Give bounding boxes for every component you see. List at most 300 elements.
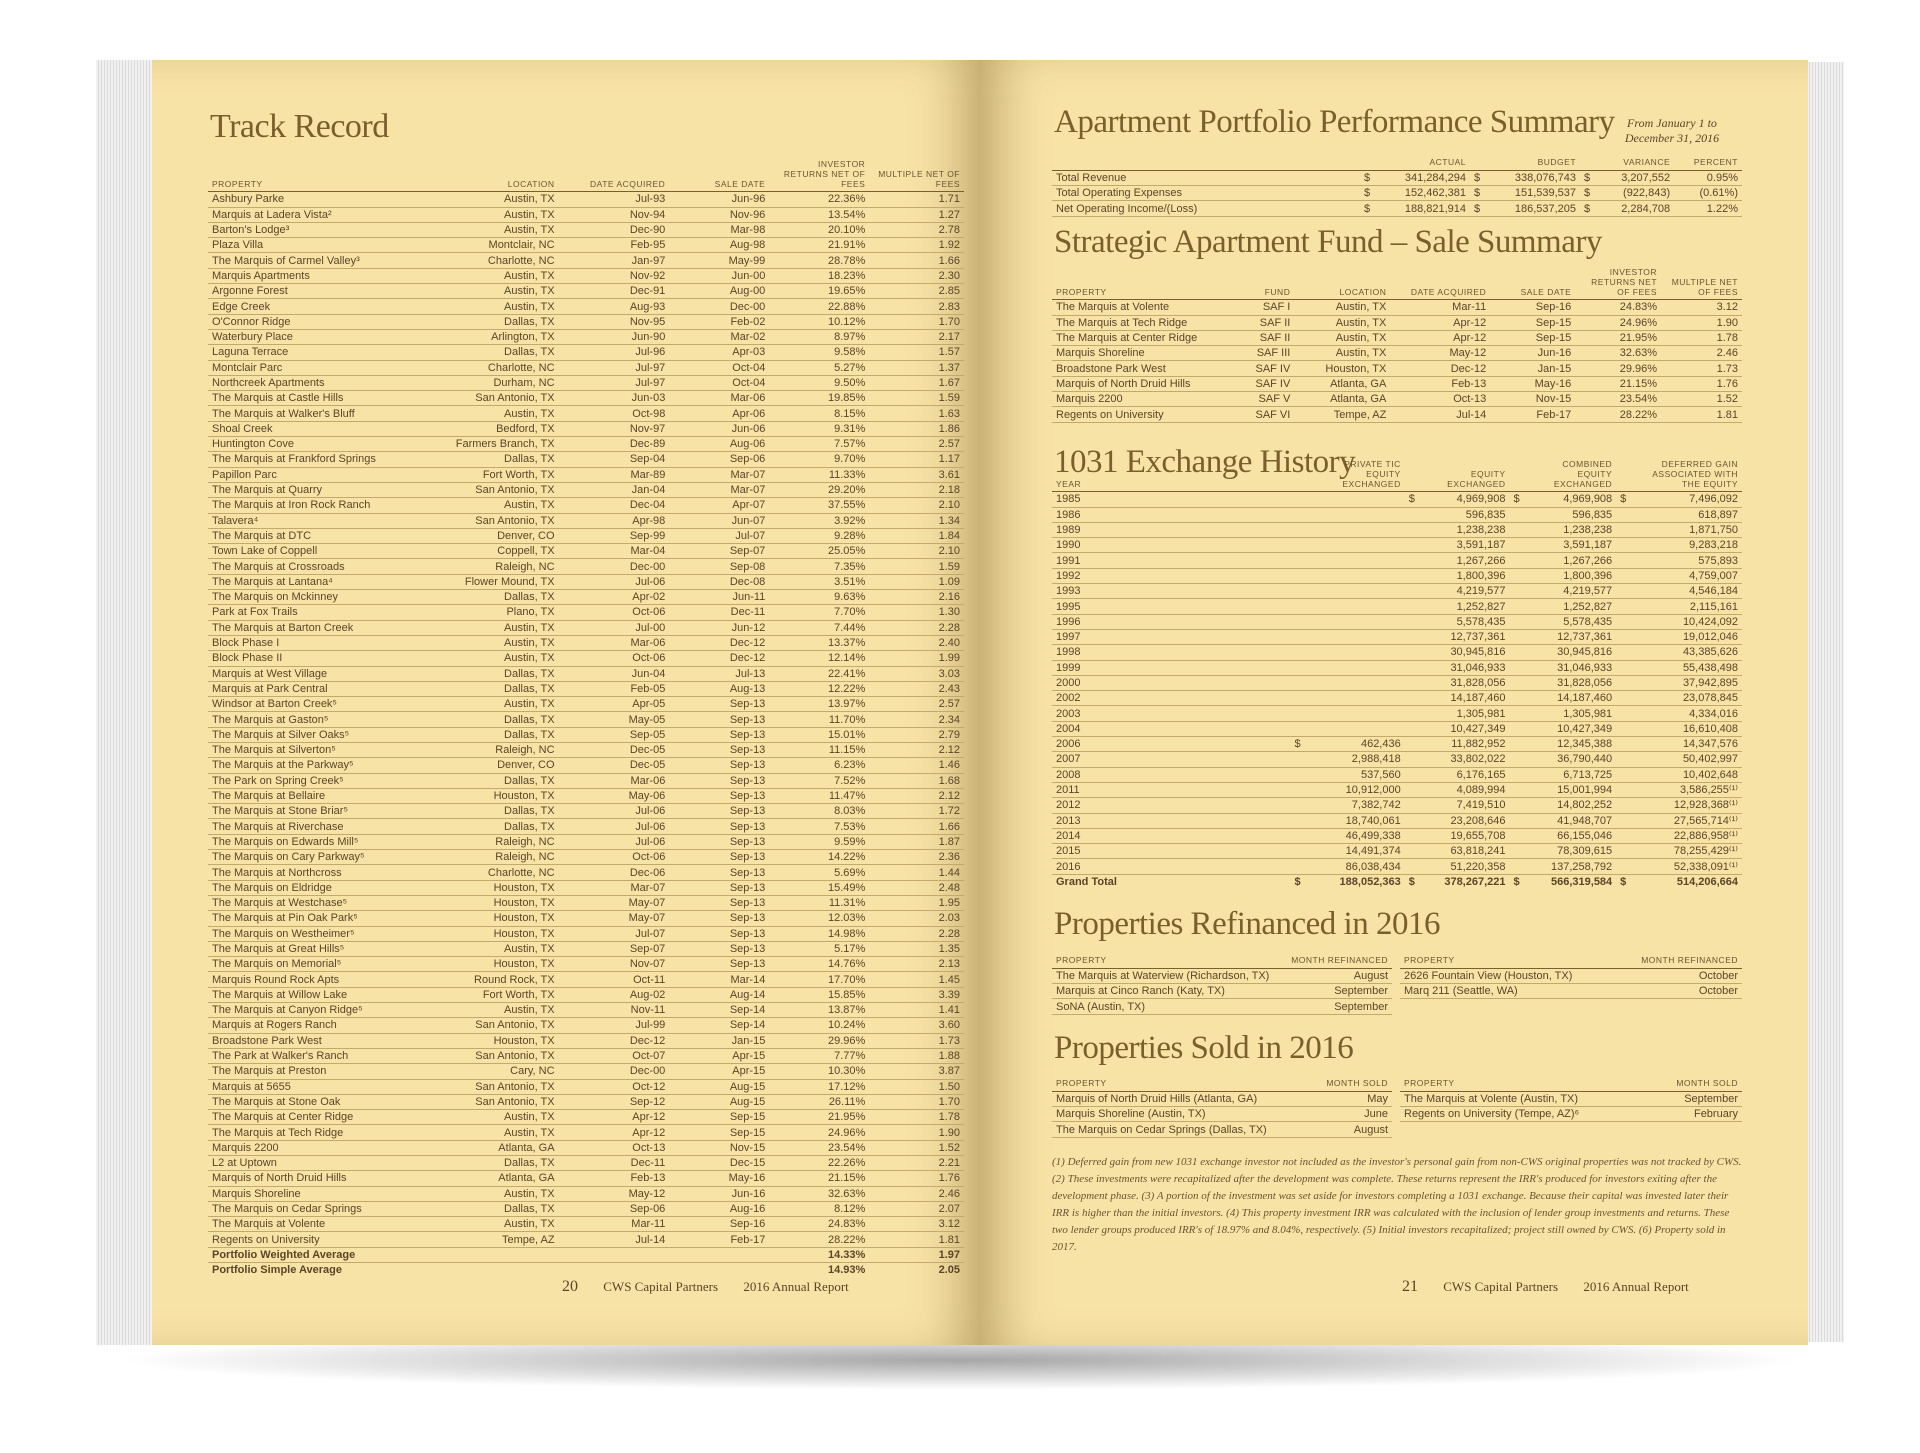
refinanced-row: [1400, 984, 1742, 999]
acquired-cell: May-07: [559, 911, 670, 926]
track-record-row: [208, 788, 964, 803]
equity-cell: 33,802,022: [1424, 752, 1509, 767]
month-cell: September: [1283, 999, 1392, 1014]
multiple-cell: 1.90: [1661, 315, 1742, 330]
currency-cell: [1290, 553, 1310, 568]
deferred-cell: 4,334,016: [1636, 706, 1742, 721]
tic-cell: [1310, 584, 1405, 599]
ex-col-combined: COMBINED EQUITY EXCHANGED: [1529, 460, 1616, 492]
fund-cell: SAF IV: [1237, 361, 1294, 376]
multiple-cell: 1.35: [869, 941, 964, 956]
ref2-col-property: PROPERTY: [1400, 956, 1615, 968]
track-record-row: [208, 911, 964, 926]
currency-cell: [1510, 645, 1530, 660]
acquired-cell: Mar-07: [559, 880, 670, 895]
sale-cell: Mar-07: [669, 467, 769, 482]
year-cell: 1996: [1052, 614, 1290, 629]
saf-col-returns: INVESTOR RETURNS NET OF FEES: [1575, 268, 1661, 300]
property-cell: The Marquis at Castle Hills: [208, 391, 421, 406]
sale-cell: Sep-13: [669, 804, 769, 819]
track-record-row: [208, 926, 964, 941]
combined-cell: 41,948,707: [1529, 813, 1616, 828]
exchange-row: [1052, 813, 1742, 828]
currency-cell: [1405, 767, 1425, 782]
combined-cell: 1,305,981: [1529, 706, 1616, 721]
track-record-row: [208, 284, 964, 299]
multiple-cell: 1.52: [869, 1140, 964, 1155]
tic-cell: [1310, 553, 1405, 568]
sale-cell: Dec-00: [669, 299, 769, 314]
location-cell: Fort Worth, TX: [421, 467, 559, 482]
track-record-row: [208, 605, 964, 620]
property-cell: Marquis at Cinco Ranch (Katy, TX): [1052, 984, 1283, 999]
location-cell: Austin, TX: [421, 620, 559, 635]
acquired-cell: Apr-02: [559, 590, 670, 605]
acquired-cell: May-12: [1390, 346, 1490, 361]
month-cell: February: [1648, 1107, 1742, 1122]
sale-cell: Jun-16: [669, 1186, 769, 1201]
currency-cell: [1405, 782, 1425, 797]
multiple-cell: 1.84: [869, 528, 964, 543]
multiple-cell: 1.44: [869, 865, 964, 880]
sale-cell: Jun-11: [669, 590, 769, 605]
currency-cell: [1510, 660, 1530, 675]
sale-cell: Dec-12: [669, 651, 769, 666]
acquired-cell: Feb-13: [559, 1171, 670, 1186]
property-cell: The Marquis at Great Hills⁵: [208, 941, 421, 956]
tic-cell: [1310, 706, 1405, 721]
track-record-row: [208, 819, 964, 834]
currency-cell: [1510, 691, 1530, 706]
multiple-cell: 3.61: [869, 467, 964, 482]
returns-cell: 9.28%: [769, 528, 869, 543]
tic-cell: [1310, 599, 1405, 614]
currency-cell: [1290, 859, 1310, 874]
sale-cell: Dec-15: [669, 1156, 769, 1171]
sold-row: [1052, 1122, 1392, 1137]
currency-cell: [1616, 522, 1636, 537]
returns-cell: 9.63%: [769, 590, 869, 605]
equity-cell: 11,882,952: [1424, 737, 1509, 752]
property-cell: Block Phase I: [208, 635, 421, 650]
multiple-cell: 1.27: [869, 207, 964, 222]
location-cell: Charlotte, NC: [421, 253, 559, 268]
refinanced-row: [1052, 984, 1392, 999]
fund-cell: SAF III: [1237, 346, 1294, 361]
exchange-row: [1052, 538, 1742, 553]
acquired-cell: Apr-12: [559, 1125, 670, 1140]
currency-cell: [1405, 553, 1425, 568]
location-cell: Austin, TX: [421, 651, 559, 666]
multiple-cell: 1.90: [869, 1125, 964, 1140]
currency-cell: [1616, 614, 1636, 629]
property-cell: The Marquis of Carmel Valley³: [208, 253, 421, 268]
returns-cell: 21.95%: [769, 1110, 869, 1125]
location-cell: Austin, TX: [421, 299, 559, 314]
returns-cell: 13.97%: [769, 697, 869, 712]
deferred-cell: 23,078,845: [1636, 691, 1742, 706]
acquired-cell: Oct-06: [559, 850, 670, 865]
left-page: [152, 60, 982, 1345]
location-cell: Atlanta, GA: [1294, 392, 1390, 407]
currency-cell: [1616, 813, 1636, 828]
acquired-cell: Nov-95: [559, 314, 670, 329]
sale-cell: May-99: [669, 253, 769, 268]
track-record-row: [208, 895, 964, 910]
location-cell: Dallas, TX: [421, 1201, 559, 1216]
property-cell: The Marquis at Tech Ridge: [208, 1125, 421, 1140]
returns-cell: 24.96%: [1575, 315, 1661, 330]
year-cell: 1990: [1052, 538, 1290, 553]
sale-cell: Sep-15: [669, 1125, 769, 1140]
sale-cell: Apr-03: [669, 345, 769, 360]
acquired-cell: Nov-11: [559, 1003, 670, 1018]
combined-cell: 6,713,725: [1529, 767, 1616, 782]
track-record-row: [208, 391, 964, 406]
variance-cell: 3,207,552: [1600, 170, 1674, 185]
property-cell: Marquis Round Rock Apts: [208, 972, 421, 987]
sale-cell: Sep-06: [669, 452, 769, 467]
saf-row: [1052, 361, 1742, 376]
multiple-cell: 2.40: [869, 635, 964, 650]
multiple-cell: 2.03: [869, 911, 964, 926]
currency-cell: [1616, 828, 1636, 843]
multiple-cell: 1.17: [869, 452, 964, 467]
col-percent: PERCENT: [1674, 158, 1742, 170]
sale-cell: Aug-14: [669, 987, 769, 1002]
property-cell: Park at Fox Trails: [208, 605, 421, 620]
location-cell: Atlanta, GA: [1294, 376, 1390, 391]
returns-cell: 12.03%: [769, 911, 869, 926]
track-record-row: [208, 559, 964, 574]
property-cell: Block Phase II: [208, 651, 421, 666]
combined-cell: 1,238,238: [1529, 522, 1616, 537]
location-cell: Dallas, TX: [421, 819, 559, 834]
equity-cell: 1,267,266: [1424, 553, 1509, 568]
track-record-row: [208, 299, 964, 314]
tic-cell: [1310, 645, 1405, 660]
sale-cell: Aug-15: [669, 1094, 769, 1109]
grand-total-combined: 566,319,584: [1529, 874, 1616, 889]
currency-cell: [1405, 828, 1425, 843]
property-cell: Edge Creek: [208, 299, 421, 314]
tic-cell: 7,382,742: [1310, 798, 1405, 813]
returns-cell: 9.31%: [769, 421, 869, 436]
year-cell: 2003: [1052, 706, 1290, 721]
returns-cell: 11.31%: [769, 895, 869, 910]
saf-row: [1052, 346, 1742, 361]
col-variance: VARIANCE: [1600, 158, 1674, 170]
sale-cell: Sep-13: [669, 758, 769, 773]
page-number: 20: [562, 1278, 578, 1295]
location-cell: Dallas, TX: [421, 666, 559, 681]
returns-cell: 17.12%: [769, 1079, 869, 1094]
location-cell: Dallas, TX: [421, 804, 559, 819]
location-cell: Round Rock, TX: [421, 972, 559, 987]
saf-table: [1052, 268, 1742, 423]
equity-cell: 19,655,708: [1424, 828, 1509, 843]
multiple-cell: 1.76: [869, 1171, 964, 1186]
location-cell: Austin, TX: [421, 222, 559, 237]
acquired-cell: Jul-97: [559, 375, 670, 390]
sale-cell: Jan-15: [1490, 361, 1575, 376]
returns-cell: 6.23%: [769, 758, 869, 773]
multiple-cell: 2.28: [869, 620, 964, 635]
saf-col-fund: FUND: [1237, 268, 1294, 300]
currency-cell: [1290, 782, 1310, 797]
location-cell: Charlotte, NC: [421, 865, 559, 880]
sale-cell: Sep-13: [669, 926, 769, 941]
exchange-row: [1052, 706, 1742, 721]
track-record-row: [208, 360, 964, 375]
year-cell: 1999: [1052, 660, 1290, 675]
currency-cell: [1510, 629, 1530, 644]
ex-col-equity: EQUITY EXCHANGED: [1424, 460, 1509, 492]
grand-total-cur: $: [1290, 874, 1310, 889]
sale-cell: Sep-15: [1490, 315, 1575, 330]
folio-company: CWS Capital Partners: [1443, 1279, 1559, 1294]
track-record-row: [208, 467, 964, 482]
combined-cell: 36,790,440: [1529, 752, 1616, 767]
sale-cell: Aug-15: [669, 1079, 769, 1094]
acquired-cell: Oct-13: [1390, 392, 1490, 407]
property-cell: The Marquis at Frankford Springs: [208, 452, 421, 467]
year-cell: 2015: [1052, 844, 1290, 859]
returns-cell: 29.96%: [1575, 361, 1661, 376]
acquired-cell: Dec-90: [559, 222, 670, 237]
actual-cell: 188,821,914: [1380, 201, 1470, 216]
location-cell: Austin, TX: [421, 941, 559, 956]
acquired-cell: Mar-11: [1390, 300, 1490, 315]
equity-cell: 10,427,349: [1424, 721, 1509, 736]
sale-cell: Sep-13: [669, 727, 769, 742]
track-record-row: [208, 253, 964, 268]
sale-cell: Jun-07: [669, 513, 769, 528]
returns-cell: 14.22%: [769, 850, 869, 865]
sale-cell: Sep-13: [669, 773, 769, 788]
property-cell: Montclair Parc: [208, 360, 421, 375]
deferred-cell: 10,424,092: [1636, 614, 1742, 629]
acquired-cell: Mar-11: [559, 1217, 670, 1232]
period-line-2: December 31, 2016: [1624, 131, 1720, 145]
multiple-cell: 3.87: [869, 1064, 964, 1079]
property-cell: Talavera⁴: [208, 513, 421, 528]
saf-col-location: LOCATION: [1294, 268, 1390, 300]
deferred-cell: 618,897: [1636, 507, 1742, 522]
sold-row: [1400, 1107, 1742, 1122]
currency-cell: [1616, 737, 1636, 752]
equity-cell: 596,835: [1424, 507, 1509, 522]
weighted-label: Portfolio Weighted Average: [208, 1247, 421, 1262]
acquired-cell: Dec-11: [559, 1156, 670, 1171]
fund-cell: SAF II: [1237, 330, 1294, 345]
property-cell: Barton's Lodge³: [208, 222, 421, 237]
acquired-cell: Sep-05: [559, 727, 670, 742]
currency-cell: [1290, 813, 1310, 828]
returns-cell: 14.98%: [769, 926, 869, 941]
property-cell: L2 at Uptown: [208, 1156, 421, 1171]
currency-cell: [1290, 721, 1310, 736]
location-cell: Atlanta, GA: [421, 1140, 559, 1155]
location-cell: Flower Mound, TX: [421, 574, 559, 589]
sold-row: [1052, 1091, 1392, 1106]
multiple-cell: 1.09: [869, 574, 964, 589]
metric-cell: Net Operating Income/(Loss): [1052, 201, 1360, 216]
currency-cell: [1405, 660, 1425, 675]
tic-cell: [1310, 629, 1405, 644]
currency-cell: [1510, 522, 1530, 537]
currency-cell: [1405, 538, 1425, 553]
property-cell: The Marquis at Silver Oaks⁵: [208, 727, 421, 742]
acquired-cell: Sep-12: [559, 1094, 670, 1109]
tic-cell: [1310, 721, 1405, 736]
multiple-cell: 2.28: [869, 926, 964, 941]
acquired-cell: Apr-12: [559, 1110, 670, 1125]
location-cell: San Antonio, TX: [421, 1048, 559, 1063]
track-record-row: [208, 345, 964, 360]
exchange-row: [1052, 522, 1742, 537]
year-cell: 2013: [1052, 813, 1290, 828]
currency-cell: [1290, 691, 1310, 706]
multiple-cell: 1.66: [869, 819, 964, 834]
sale-cell: Jun-06: [669, 421, 769, 436]
simple-average-row: [208, 1263, 964, 1278]
sale-cell: Apr-15: [669, 1048, 769, 1063]
exchange-row: [1052, 568, 1742, 583]
sale-cell: Aug-98: [669, 238, 769, 253]
sale-cell: Sep-13: [669, 895, 769, 910]
property-cell: The Marquis at Volente: [1052, 300, 1237, 315]
property-cell: Marquis Apartments: [208, 268, 421, 283]
returns-cell: 37.55%: [769, 498, 869, 513]
saf-col-acquired: DATE ACQUIRED: [1390, 268, 1490, 300]
property-cell: The Park at Walker's Ranch: [208, 1048, 421, 1063]
currency-cell: [1510, 538, 1530, 553]
track-record-row: [208, 268, 964, 283]
folio-company: CWS Capital Partners: [603, 1279, 719, 1294]
deferred-cell: 43,385,626: [1636, 645, 1742, 660]
tic-cell: 46,499,338: [1310, 828, 1405, 843]
sale-cell: Sep-13: [669, 819, 769, 834]
returns-cell: 11.15%: [769, 742, 869, 757]
multiple-cell: 2.46: [1661, 346, 1742, 361]
deferred-cell: 7,496,092: [1636, 492, 1742, 507]
summary-row: [1052, 170, 1742, 185]
property-cell: The Marquis on Memorial⁵: [208, 957, 421, 972]
property-cell: The Marquis at Bellaire: [208, 788, 421, 803]
sale-cell: Dec-08: [669, 574, 769, 589]
sale-cell: Jun-12: [669, 620, 769, 635]
equity-cell: 14,187,460: [1424, 691, 1509, 706]
sale-cell: Sep-13: [669, 697, 769, 712]
equity-cell: 30,945,816: [1424, 645, 1509, 660]
property-cell: The Marquis at Crossroads: [208, 559, 421, 574]
location-cell: Austin, TX: [421, 406, 559, 421]
multiple-cell: 2.79: [869, 727, 964, 742]
property-cell: O'Connor Ridge: [208, 314, 421, 329]
exchange-title: 1031 Exchange History: [1054, 444, 1356, 480]
acquired-cell: Mar-89: [559, 467, 670, 482]
track-record-row: [208, 941, 964, 956]
location-cell: Houston, TX: [421, 1033, 559, 1048]
multiple-cell: 1.57: [869, 345, 964, 360]
track-record-row: [208, 1110, 964, 1125]
currency-cell: [1510, 782, 1530, 797]
location-cell: San Antonio, TX: [421, 1079, 559, 1094]
returns-cell: 28.78%: [769, 253, 869, 268]
year-cell: 1995: [1052, 599, 1290, 614]
deferred-cell: 4,759,007: [1636, 568, 1742, 583]
multiple-cell: 1.52: [1661, 392, 1742, 407]
track-record-row: [208, 314, 964, 329]
location-cell: Houston, TX: [1294, 361, 1390, 376]
deferred-cell: 16,610,408: [1636, 721, 1742, 736]
returns-cell: 8.97%: [769, 329, 869, 344]
equity-cell: 4,089,994: [1424, 782, 1509, 797]
folio-report: 2016 Annual Report: [743, 1279, 849, 1294]
location-cell: Austin, TX: [421, 207, 559, 222]
combined-cell: 12,737,361: [1529, 629, 1616, 644]
sale-cell: Nov-96: [669, 207, 769, 222]
currency-cell: [1616, 645, 1636, 660]
multiple-cell: 1.95: [869, 895, 964, 910]
sale-cell: Apr-07: [669, 498, 769, 513]
deferred-cell: 78,255,429⁽¹⁾: [1636, 844, 1742, 859]
month-cell: May: [1310, 1091, 1392, 1106]
track-record-row: [208, 574, 964, 589]
location-cell: Austin, TX: [421, 1186, 559, 1201]
sold2-col-property: PROPERTY: [1400, 1079, 1648, 1091]
tic-cell: [1310, 614, 1405, 629]
multiple-cell: 3.03: [869, 666, 964, 681]
currency-cell: [1510, 584, 1530, 599]
variance-cell: (922,843): [1600, 186, 1674, 201]
returns-cell: 7.77%: [769, 1048, 869, 1063]
currency-cell: [1510, 507, 1530, 522]
location-cell: Charlotte, NC: [421, 360, 559, 375]
track-record-row: [208, 1033, 964, 1048]
tic-cell: [1310, 675, 1405, 690]
currency-cell: $: [1510, 492, 1530, 507]
fund-cell: SAF VI: [1237, 407, 1294, 422]
property-cell: The Marquis at Pin Oak Park⁵: [208, 911, 421, 926]
sale-cell: Jul-07: [669, 528, 769, 543]
property-cell: The Marquis on Eldridge: [208, 880, 421, 895]
acquired-cell: Oct-06: [559, 651, 670, 666]
month-cell: September: [1283, 984, 1392, 999]
year-cell: 1989: [1052, 522, 1290, 537]
deferred-cell: 52,338,091⁽¹⁾: [1636, 859, 1742, 874]
property-cell: Broadstone Park West: [1052, 361, 1237, 376]
multiple-cell: 1.92: [869, 238, 964, 253]
track-record-row: [208, 865, 964, 880]
percent-cell: 0.95%: [1674, 170, 1742, 185]
exchange-row: [1052, 507, 1742, 522]
col-multiple: MULTIPLE NET OF FEES: [869, 160, 964, 192]
location-cell: Denver, CO: [421, 528, 559, 543]
multiple-cell: 1.37: [869, 360, 964, 375]
deferred-cell: 2,115,161: [1636, 599, 1742, 614]
ex-col-year: YEAR: [1052, 460, 1290, 492]
track-record-row: [208, 1003, 964, 1018]
currency-cell: [1510, 767, 1530, 782]
ref1-col-property: PROPERTY: [1052, 956, 1283, 968]
acquired-cell: Jul-96: [559, 345, 670, 360]
year-cell: 2007: [1052, 752, 1290, 767]
currency-cell: [1290, 584, 1310, 599]
track-record-row: [208, 498, 964, 513]
track-record-row: [208, 1094, 964, 1109]
